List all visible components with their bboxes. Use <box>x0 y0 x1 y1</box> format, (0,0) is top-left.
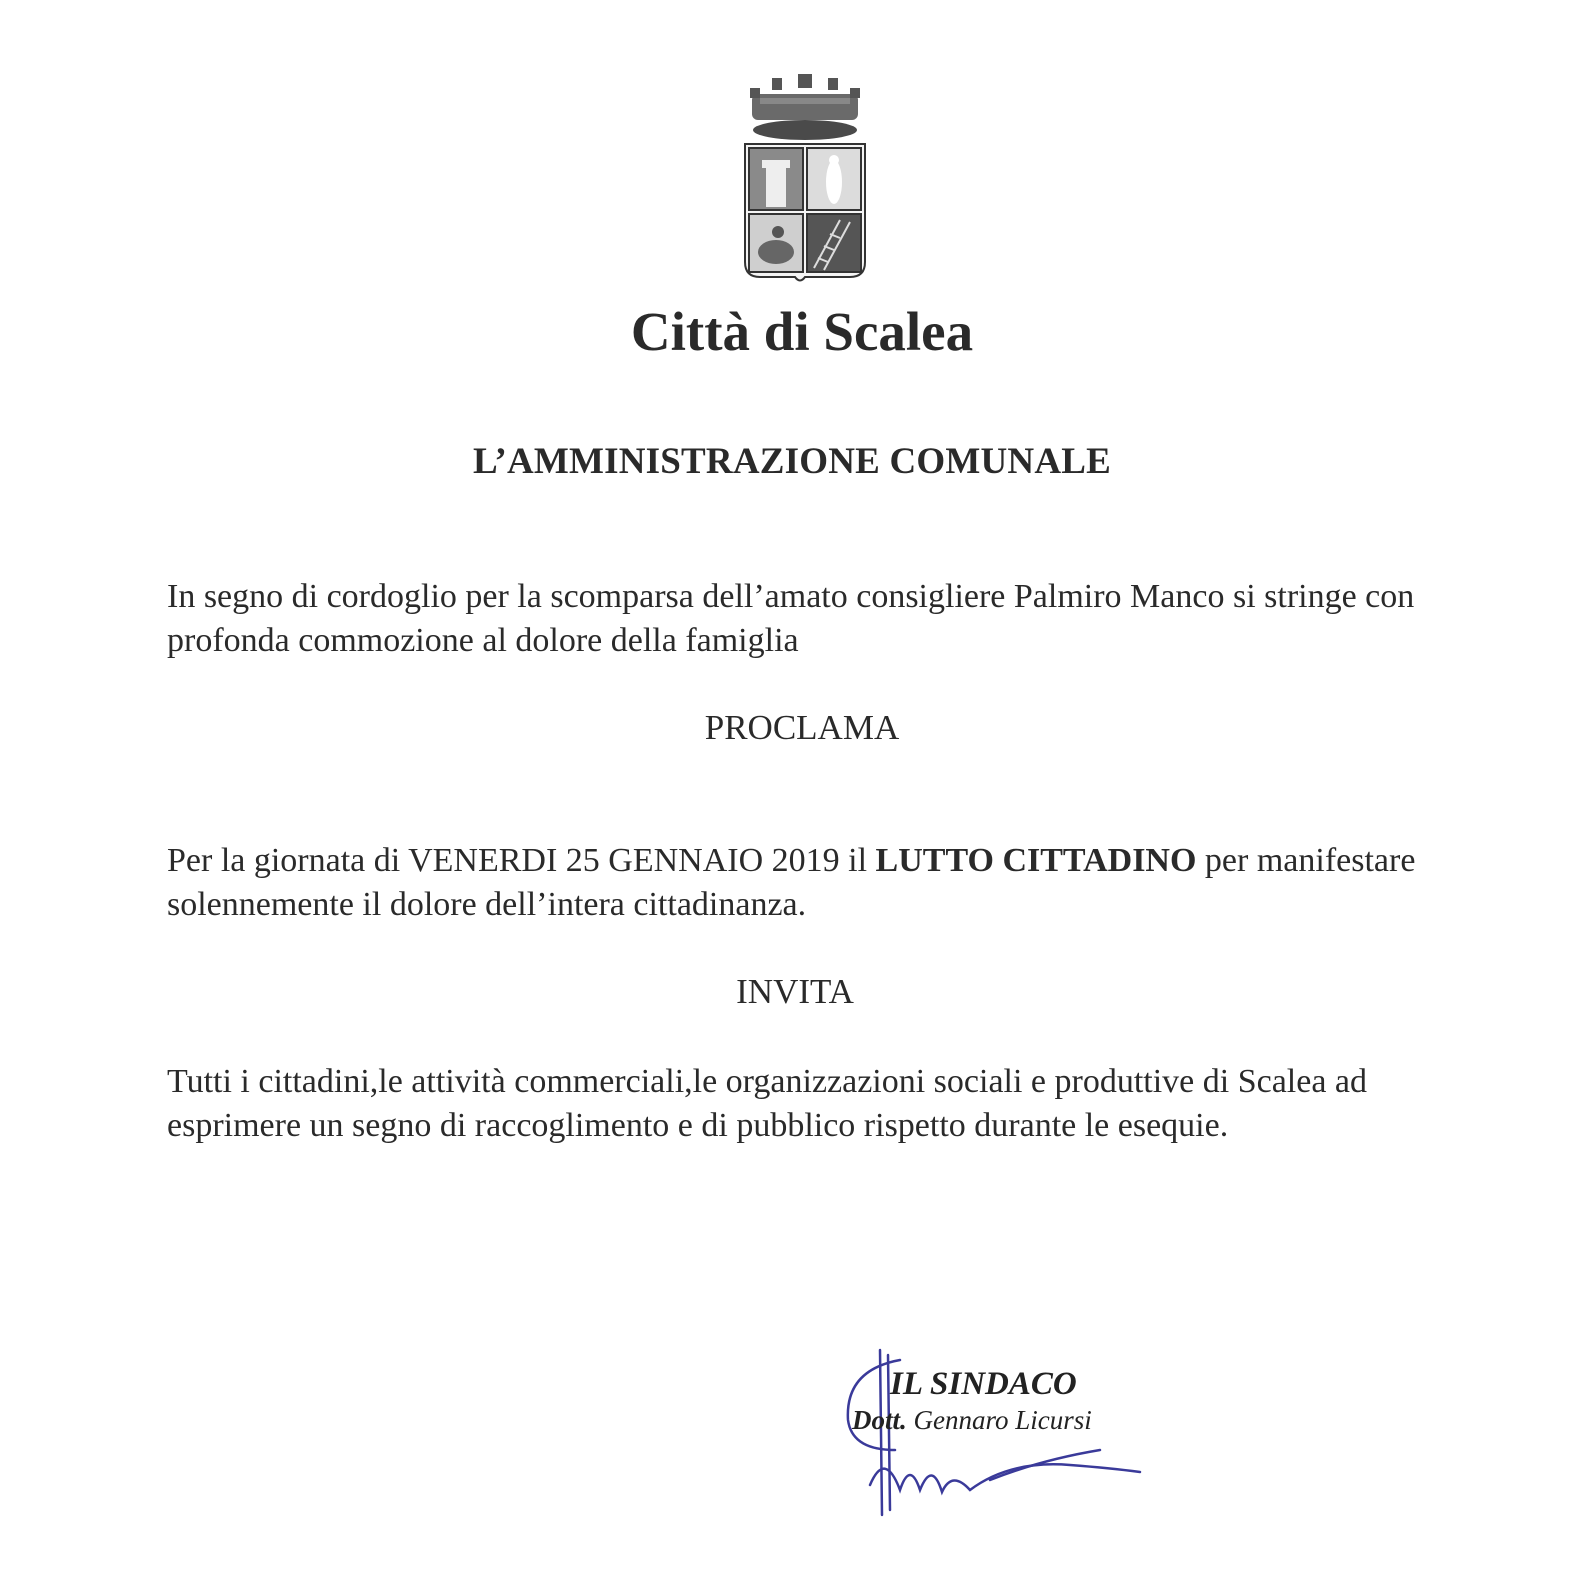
paragraph-mourning-bold: LUTTO CITTADINO <box>875 842 1197 879</box>
paragraph-mourning-text-2: per manifestare solennemente il dolore dell’intera cittadinanza. <box>167 842 1416 923</box>
page-title: Città di Scalea <box>630 301 974 362</box>
signature-name-prefix: Dott. <box>852 1405 907 1435</box>
paragraph-condolence: In segno di cordoglio per la scomparsa dell’amato consigliere Palmiro Manco si stringe con profonda commozione al dolore della famiglia <box>167 578 1415 659</box>
signature-name-text: Gennaro Licursi <box>906 1405 1092 1435</box>
coat-of-arms-icon <box>740 72 870 287</box>
paragraph-mourning-text-1: Per la giornata di VENERDI 25 GENNAIO 2019 il <box>167 842 876 879</box>
signature-title: IL SINDACO <box>890 1366 1077 1402</box>
paragraph-invitation: Tutti i cittadini,le attività commerciali,le organizzazioni sociali e produttive di Scalea ad esprimere un segno di raccoglimento e di pubblico rispetto durante le esequie. <box>167 1063 1368 1144</box>
paragraph-mourning <box>167 839 1437 927</box>
administration-title: L’AMMINISTRAZIONE COMUNALE <box>472 441 1112 482</box>
heading-invita: INVITA <box>736 972 854 1011</box>
heading-proclama: PROCLAMA <box>704 708 900 747</box>
signature-name <box>852 1405 1092 1436</box>
